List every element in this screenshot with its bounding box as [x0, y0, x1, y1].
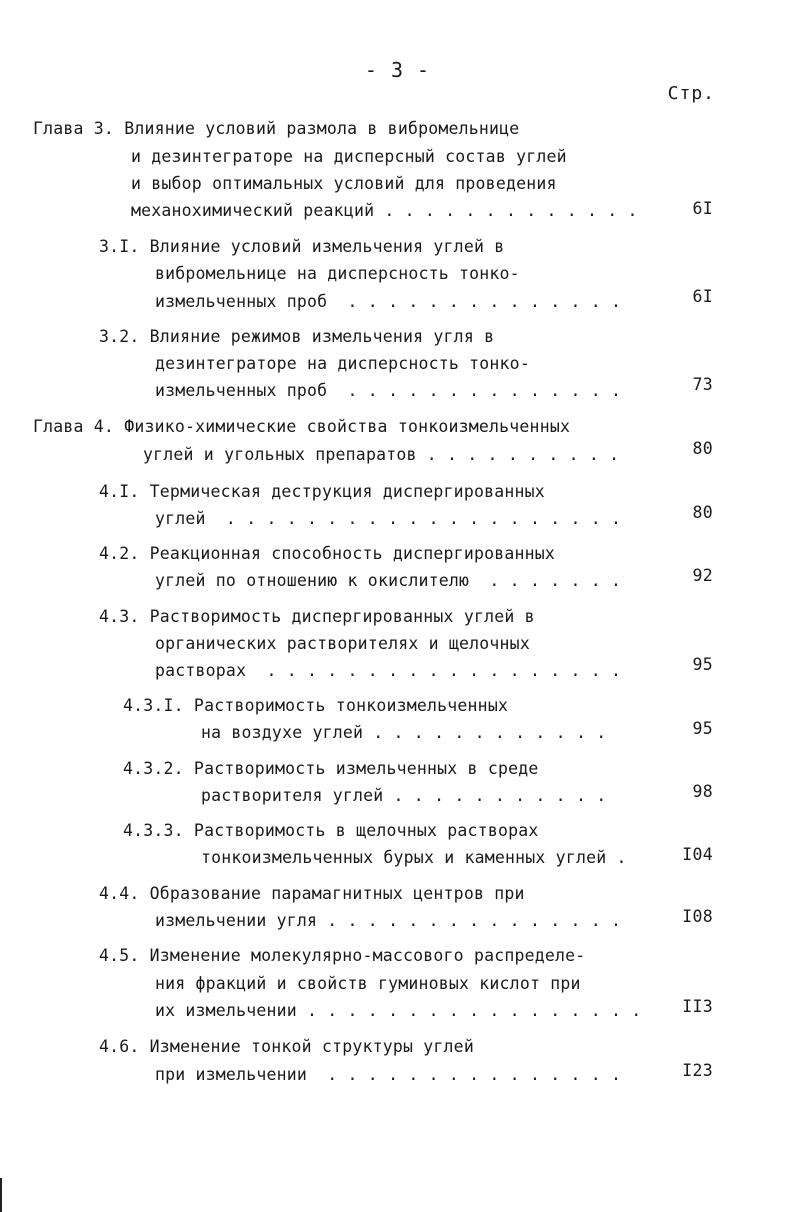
toc-page-number: 6I — [692, 199, 713, 218]
toc-line: углей по отношению к окислителю . . . . . . . — [155, 571, 622, 590]
toc-line: Глава 3. Влияние условий размола в вибромельнице — [33, 119, 520, 138]
toc-line: измельчении угля . . . . . . . . . . . . . . . — [155, 911, 622, 930]
toc-line: 3.I. Влияние условий измельчения углей в — [99, 237, 505, 256]
toc-line: 3.2. Влияние режимов измельчения угля в — [99, 327, 495, 346]
toc-page-number: I08 — [682, 907, 713, 926]
toc-line: и дезинтеграторе на дисперсный состав углей — [131, 147, 567, 166]
toc-page-number: 80 — [692, 503, 713, 522]
toc-line: 4.3. Растворимость диспергированных углей в — [99, 607, 535, 626]
toc-line: растворах . . . . . . . . . . . . . . . . . . — [155, 661, 622, 680]
scan-edge-mark — [0, 1178, 2, 1212]
toc-line: тонкоизмельченных бурых и каменных углей . — [201, 848, 627, 867]
toc-line: 4.3.2. Растворимость измельченных в среде — [123, 759, 539, 778]
toc-page-number: I04 — [682, 845, 713, 864]
toc-line: 4.I. Термическая деструкция диспергированных — [99, 482, 545, 501]
page-column-header: Стр. — [667, 83, 715, 104]
toc-line: измельченных проб . . . . . . . . . . . . . . — [155, 292, 622, 311]
toc-line: Глава 4. Физико-химические свойства тонкоизмельченных — [33, 417, 571, 436]
toc-line: вибромельнице на дисперсность тонко- — [155, 264, 520, 283]
toc-line: и выбор оптимальных условий для проведения — [131, 174, 557, 193]
toc-line: углей . . . . . . . . . . . . . . . . . . . . — [155, 509, 622, 528]
toc-line: ния фракций и свойств гуминовых кислот при — [155, 974, 581, 993]
toc-page-number: 6I — [692, 287, 713, 306]
toc-line: растворителя углей . . . . . . . . . . . — [201, 786, 607, 805]
toc-line: механохимический реакций . . . . . . . . . . . . . — [131, 201, 638, 220]
toc-line: при измельчении . . . . . . . . . . . . . . . — [155, 1065, 622, 1084]
toc-line: 4.5. Изменение молекулярно-массового распределе- — [99, 946, 586, 965]
toc-page-number: 73 — [692, 375, 713, 394]
toc-line: 4.6. Изменение тонкой структуры углей — [99, 1037, 474, 1056]
toc-line: измельченных проб . . . . . . . . . . . . . . — [155, 381, 622, 400]
toc-line: 4.3.3. Растворимость в щелочных растворах — [123, 821, 539, 840]
toc-page-number: 98 — [692, 782, 713, 801]
toc-page-number: I23 — [682, 1061, 713, 1080]
toc-page-number: 95 — [692, 655, 713, 674]
page-number: - 3 - — [364, 58, 431, 82]
toc-line: дезинтеграторе на дисперсность тонко- — [155, 354, 530, 373]
toc-line: углей и угольных препаратов . . . . . . . . . . — [143, 445, 620, 464]
toc-line: на воздухе углей . . . . . . . . . . . . — [201, 723, 607, 742]
toc-line: 4.2. Реакционная способность диспергированных — [99, 544, 556, 563]
toc-page-number: 95 — [692, 719, 713, 738]
toc-line: их измельчении . . . . . . . . . . . . . . . . . — [155, 1001, 642, 1020]
toc-page-number: II3 — [682, 997, 713, 1016]
toc-line: 4.3.I. Растворимость тонкоизмельченных — [123, 696, 509, 715]
toc-page-number: 92 — [692, 566, 713, 585]
toc-line: 4.4. Образование парамагнитных центров при — [99, 884, 525, 903]
toc-line: органических растворителях и щелочных — [155, 634, 530, 653]
toc-page-number: 80 — [692, 439, 713, 458]
